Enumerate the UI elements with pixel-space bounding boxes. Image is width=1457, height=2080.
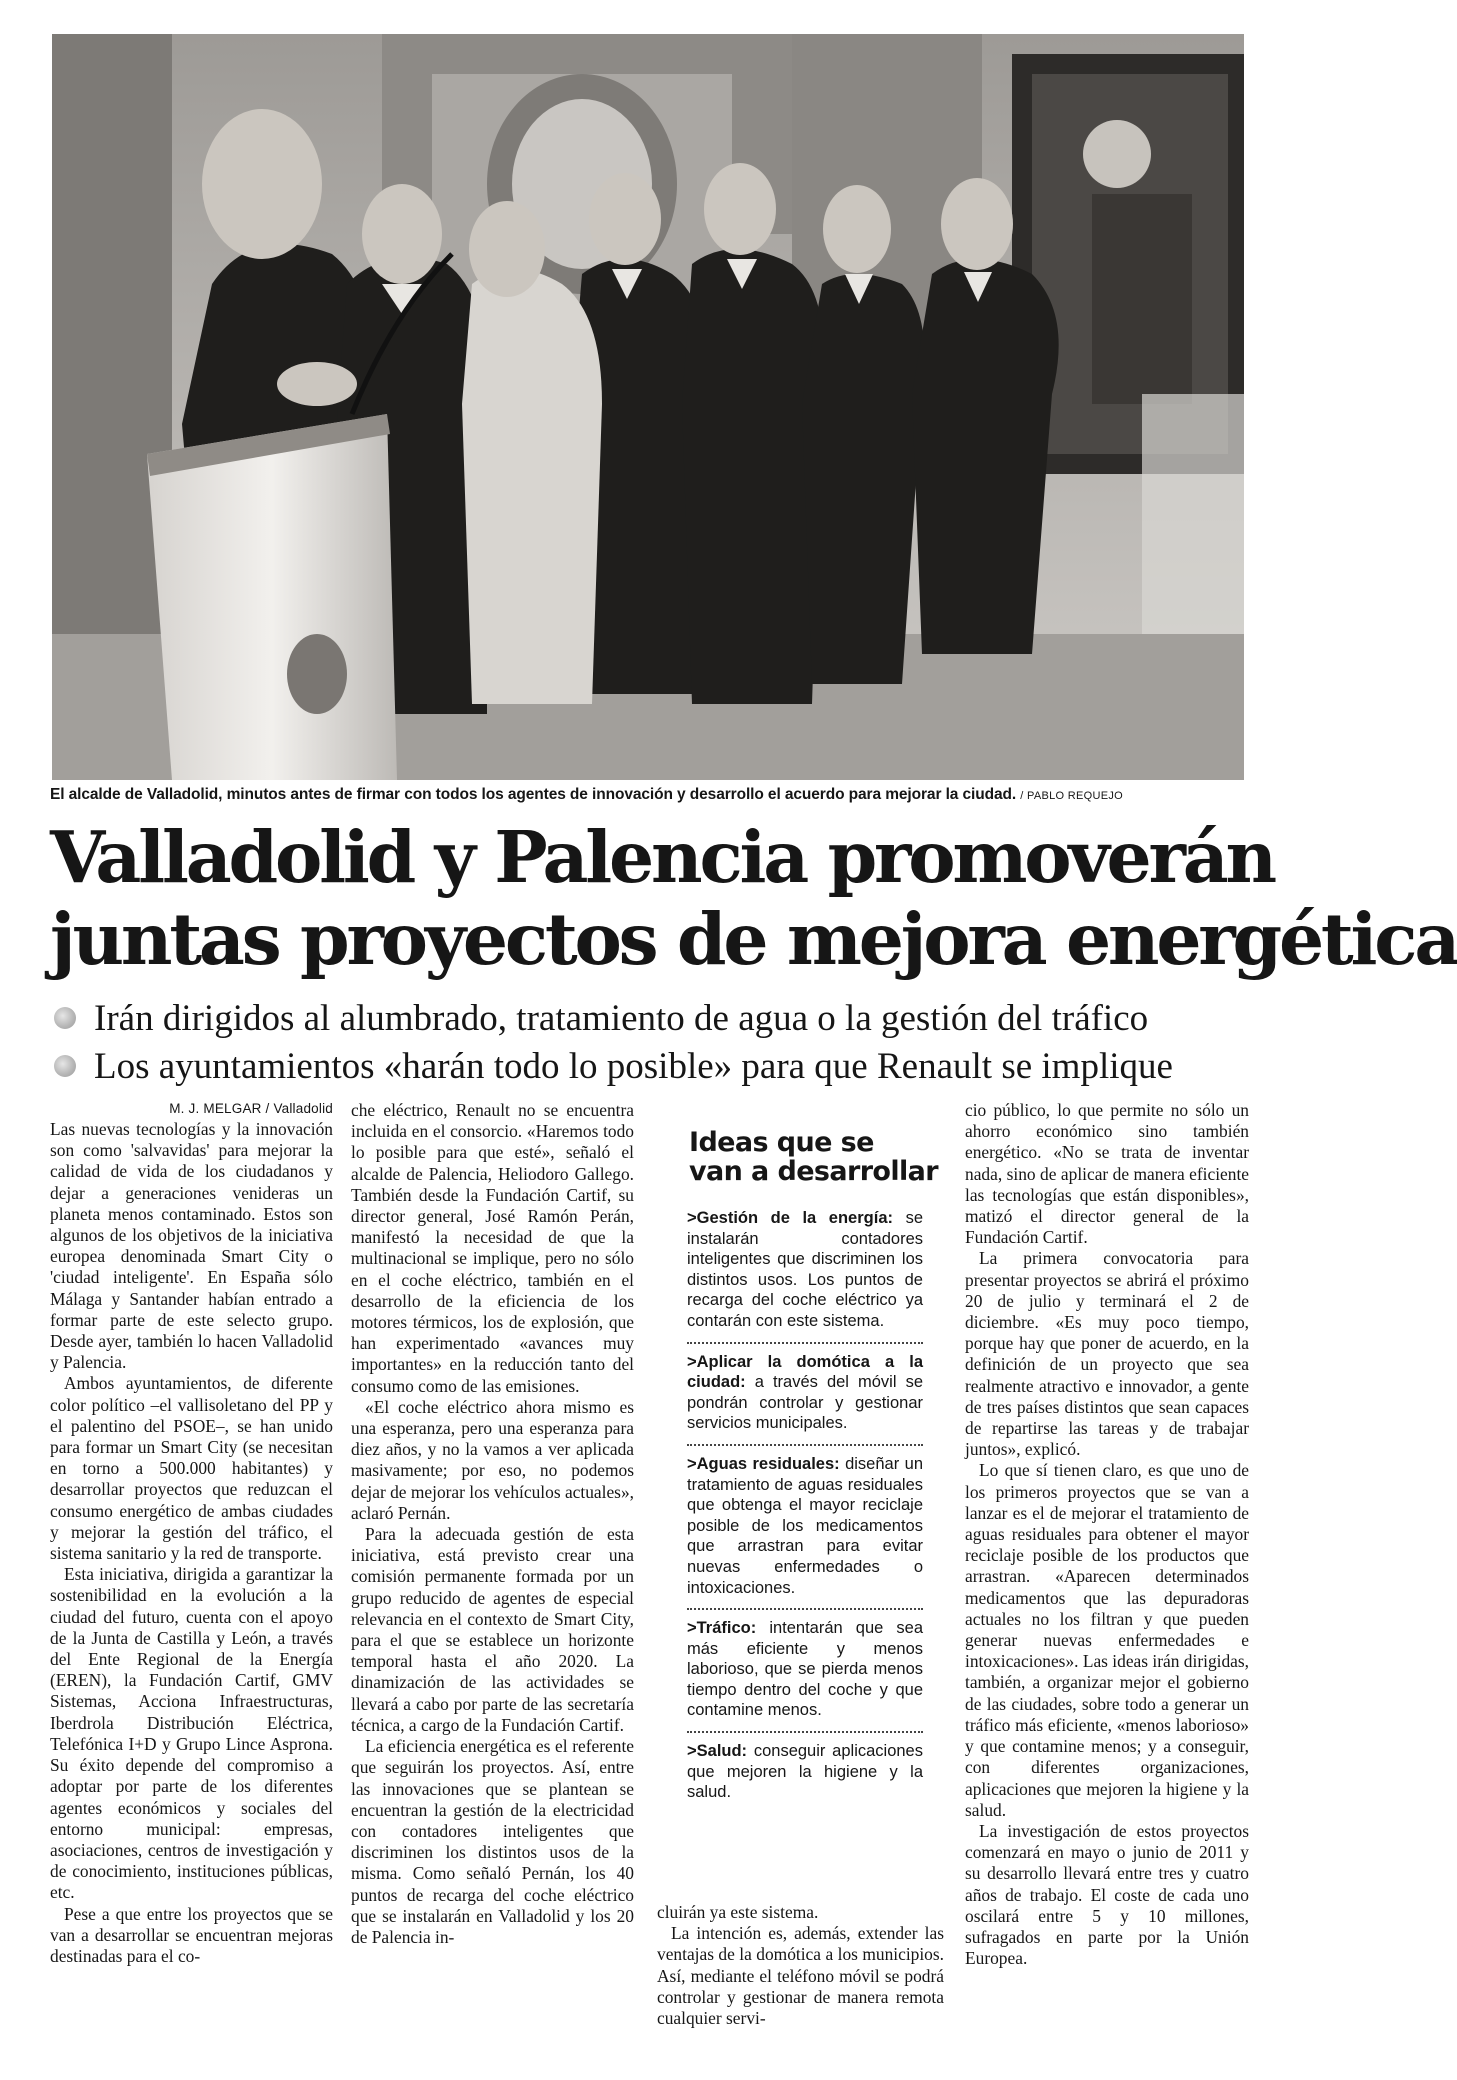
- sidebar-title-line-2: van a desarrollar: [689, 1156, 939, 1187]
- sidebar-item-head: >Tráfico:: [687, 1619, 757, 1638]
- photo-credit: / PABLO REQUEJO: [1020, 790, 1124, 802]
- paragraph: La intención es, además, extender las ventajas de la domótica a los municipios. Así, mediante el teléfono móvil se podrá controlar y gestionar de manera remota cualquier servi-: [657, 1923, 944, 2029]
- sidebar-item-text: conseguir aplicaciones que mejoren la higiene y la salud.: [687, 1742, 923, 1802]
- paragraph: Las nuevas tecnologías y la innovación son como 'salvavidas' para mejorar la calidad de vida de los ciudadanos y dejar a generaciones venideras un planeta menos contaminado. Estos son algunos de los objetivos de la iniciativa europea denominada Smart City o 'ciudad inteligente'. En España sólo Málaga y Santander habían entrado a formar parte de este selecto grupo. Desde ayer, también lo hacen Valladolid y Palencia.: [50, 1119, 333, 1373]
- bullet-icon: [54, 1055, 76, 1077]
- article-column-3: [657, 1902, 944, 2029]
- article-column-2: [351, 1100, 634, 1948]
- sidebar-item-head: >Gestión de la energía:: [687, 1209, 893, 1227]
- subheadline-text: Los ayuntamientos «harán todo lo posible» para que Renault se implique: [94, 1045, 1173, 1087]
- paragraph: Lo que sí tienen claro, es que uno de los primeros proyectos que se van a lanzar es el de mejorar el tratamiento de aguas residuales para obtener el mayor reciclaje posible de los productos que arrastran. «Aparecen determinados medicamentos que las depuradoras actuales no los filtran y que pueden generar nuevas enfermedades e intoxicaciones». Las ideas irán dirigidas, también, a organizar mejor el gobierno de las ciudades, sobre todo a generar un tráfico más eficiente, «menos laborioso» y que contamine menos; y a conseguir, con diferentes organizaciones, aplicaciones que mejoren la higiene y la salud.: [965, 1460, 1249, 1820]
- sidebar-item-head: >Salud:: [687, 1742, 748, 1761]
- paragraph: La investigación de estos proyectos comenzará en mayo o junio de 2011 y su desarrollo llevará entre tres y cuatro años de trabajo. El coste de cada uno oscilará entre 5 y 10 millones, sufragados en parte por la Unión Europea.: [965, 1820, 1249, 1969]
- byline: M. J. MELGAR / Valladolid: [169, 1101, 333, 1116]
- sidebar-item-text: a través del móvil se pondrán controlar y gestionar servicios municipales.: [687, 1373, 923, 1433]
- paragraph: Para la adecuada gestión de esta iniciativa, está previsto crear una comisión permanente formada por un grupo reducido de agentes de especial relevancia en el contexto de Smart City, para el que se establece un horizonte temporal hasta el año 2020. La dinamización de las actividades se llevará a cabo por parte de las secretaría técnica, a cargo de la Fundación Cartif.: [351, 1524, 634, 1735]
- photo-illustration: [52, 34, 1244, 780]
- sidebar-item-text: diseñar un tratamiento de aguas residuales que obtenga el mayor reciclaje posible de los medicamentos que arrastran para evitar nuevas enfermedades o intoxicaciones.: [687, 1454, 923, 1597]
- paragraph: Esta iniciativa, dirigida a garantizar la sostenibilidad en la evolución a la ciudad del futuro, cuenta con el apoyo de la Junta de Castilla y León, a través del Ente Regional de la Energía (EREN), la Fundación Cartif, GMV Sistemas, Acciona Infraestructuras, Iberdrola Distribución Eléctrica, Telefónica I+D y Grupo Lince Asprona. Su éxito depende del compromiso a adoptar por parte de los diferentes agentes económicos y sociales del entorno municipal: empresas, asociaciones, centros de investigación y de conocimiento, instituciones públicas, etc.: [50, 1564, 333, 1903]
- sidebar-item: [687, 1446, 923, 1610]
- article-column-4: [965, 1100, 1249, 1969]
- sidebar-item-text: se instalarán contadores inteligentes que discriminen los distintos usos. Los puntos de recarga del coche eléctrico ya contarán con este sistema.: [687, 1209, 924, 1330]
- sidebar-item: [687, 1610, 923, 1733]
- sidebar-title-line-1: Ideas que se: [689, 1127, 874, 1158]
- sidebar-item: [687, 1200, 923, 1344]
- paragraph: La primera convocatoria para presentar proyectos se abrirá el próximo 20 de julio y terminará el 2 de diciembre. «Es muy poco tiempo, porque hay que poner de acuerdo, en la definición de un proyecto que sea realmente atractivo e innovador, a gente de tres países distintos que sean capaces de repartirse las tareas y de trabajar juntos», explicó.: [965, 1248, 1249, 1460]
- paragraph: cio público, lo que permite no sólo un ahorro económico sino también energético. «No se trata de inventar nada, sino de aplicar de manera eficiente las tecnologías que están disponibles», matizó el director general de la Fundación Cartif.: [965, 1100, 1249, 1248]
- sidebar-item-text: intentarán que sea más eficiente y menos laborioso, que se pierda menos tiempo dentro del coche y que contamine menos.: [687, 1619, 923, 1720]
- paragraph: cluirán ya este sistema.: [657, 1902, 819, 1922]
- sidebar-item-head: >Aplicar la domótica a la ciudad:: [687, 1352, 923, 1392]
- sidebar-title: [657, 1128, 944, 1186]
- article-column-1: [50, 1100, 333, 1967]
- headline-line-1: Valladolid y Palencia promoverán: [50, 815, 1274, 899]
- paragraph: «El coche eléctrico ahora mismo es una esperanza, pero una esperanza para diez años, y no la vamos a ver aplicada masivamente; por eso, no podemos dejar de mejorar los vehículos actuales», aclaró Pernán.: [351, 1396, 634, 1523]
- sidebar-item: [687, 1344, 923, 1446]
- subheadline-1: [54, 994, 1254, 1042]
- paragraph: La eficiencia energética es el referente que seguirán los proyectos. Así, entre las innovaciones que se plantean se encuentran la gestión de la electricidad con contadores inteligentes que discriminen los distintos usos de la misma. Como señaló Pernán, los 40 puntos de recarga del coche eléctrico que se instalarán en Valladolid y los 20 de Palencia in-: [351, 1736, 634, 1947]
- paragraph: Pese a que entre los proyectos que se van a desarrollar se encuentran mejoras destinadas para el co-: [50, 1903, 333, 1966]
- headline-line-2: juntas proyectos de mejora energética: [50, 897, 1457, 981]
- photo-caption: [50, 786, 1250, 804]
- subheadline-2: [54, 1042, 1254, 1090]
- news-photo: [52, 34, 1244, 780]
- bullet-icon: [54, 1007, 76, 1029]
- sidebar-box: [657, 1122, 944, 1890]
- subheadlines: [54, 994, 1254, 1090]
- paragraph: che eléctrico, Renault no se encuentra incluida en el consorcio. «Haremos todo lo posible para que esté», señaló el alcalde de Palencia, Heliodoro Gallego. También desde la Fundación Cartif, su director general, José Ramón Perán, manifestó la necesidad de que la multinacional se implique, pero no sólo en el coche eléctrico, también en el desarrollo de la eficiencia de los motores térmicos, los de explosión, que han experimentado «avances muy importantes» en la reducción tanto del consumo como de las emisiones.: [351, 1100, 634, 1396]
- paragraph: Ambos ayuntamientos, de diferente color político –el vallisoletano del PP y el palentino del PSOE–, se han unido para formar un Smart City (se necesitan en torno a 500.000 habitantes) y desarrollar proyectos que reduzcan el consumo energético de ambas ciudades y mejorar la gestión del tráfico, el sistema sanitario y la red de transporte.: [50, 1373, 333, 1564]
- caption-text: El alcalde de Valladolid, minutos antes de firmar con todos los agentes de innovación y desarrollo el acuerdo para mejorar la ciudad.: [50, 786, 1017, 803]
- subheadline-text: Irán dirigidos al alumbrado, tratamiento de agua o la gestión del tráfico: [94, 997, 1149, 1039]
- sidebar-item-head: >Aguas residuales:: [687, 1454, 840, 1473]
- sidebar-item: [687, 1733, 923, 1813]
- headline: [50, 815, 1457, 981]
